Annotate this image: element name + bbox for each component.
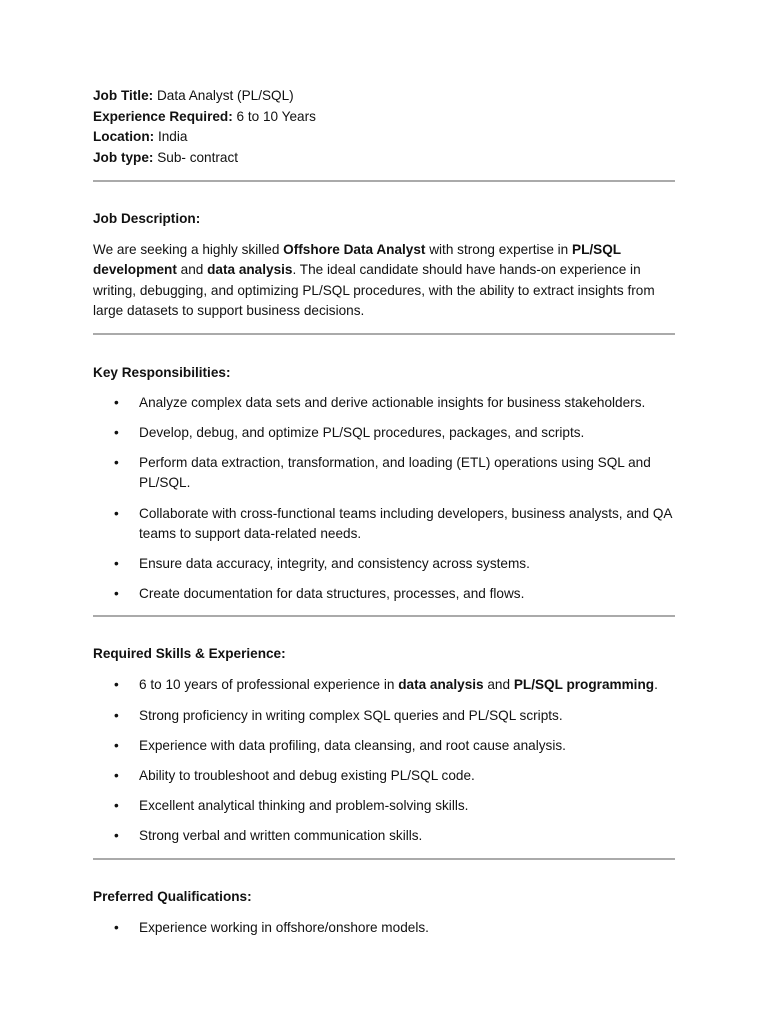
job-meta [93,86,675,169]
divider [93,858,675,860]
responsibilities-heading: Key Responsibilities: [93,364,231,380]
divider [93,615,675,617]
bullet-icon: • [114,828,119,844]
job-title-value: Data Analyst (PL/SQL) [156,88,294,103]
preferred-heading: Preferred Qualifications: [93,888,252,904]
list-item-text: Strong verbal and written communication skills. [139,828,423,844]
bullet-icon: • [114,737,119,753]
description-bold-3: data analysis [207,262,293,278]
skills-first-bold-2: PL/SQL programming [513,677,655,693]
list-item [93,423,675,443]
divider [93,333,675,335]
location-value: India [157,129,188,145]
responsibilities-list [93,393,675,605]
skills-first-bold-1: data analysis [398,677,484,693]
job-title-label: Job Title: [93,88,154,103]
experience-value: 6 to 10 Years [236,108,316,124]
experience-label: Experience Required: [93,108,233,124]
list-item-text: Ensure data accuracy, integrity, and consistency across systems. [139,556,530,572]
bullet-icon: • [114,919,119,935]
bullet-icon: • [114,586,119,602]
description-text-2: with strong expertise in [425,241,573,257]
list-item-text: Experience working in offshore/onshore models. [139,919,429,935]
bullet-icon: • [114,425,119,441]
description-bold-2: PL/SQL development [93,241,621,278]
bullet-icon: • [114,455,119,471]
list-item-text: Analyze complex data sets and derive actionable insights for business stakeholders. [139,394,646,410]
list-item-text: Collaborate with cross-functional teams including developers, business analysts, and QA teams to support data-related needs. [139,505,672,541]
list-item-text: Perform data extraction, transformation, and loading (ETL) operations using SQL and PL/SQL. [139,455,651,491]
list-item [93,736,675,756]
job-description-heading: Job Description: [93,210,201,226]
divider [93,180,675,182]
list-item [93,766,675,786]
bullet-icon: • [114,707,119,723]
description-bold-1: Offshore Data Analyst [283,241,426,257]
list-item-text: Excellent analytical thinking and problem-solving skills. [139,798,469,814]
description-text-3: and [176,262,208,278]
bullet-icon: • [114,677,119,693]
description-text-4: . The ideal candidate should have hands-on experience in writing, debugging, and optimizing PL/SQL procedures, with the ability to extract insights from large datasets to support business decisions. [93,262,655,319]
list-item [93,584,675,604]
experience-line [93,107,675,128]
job-type-label: Job type: [93,150,154,166]
list-item-text: Strong proficiency in writing complex SQL queries and PL/SQL scripts. [139,707,563,723]
list-item [93,504,675,544]
list-item [93,393,675,413]
job-description-text [93,240,675,322]
description-text-1: We are seeking a highly skilled [93,241,284,257]
list-item-text: Experience with data profiling, data cleansing, and root cause analysis. [139,737,566,753]
skills-heading: Required Skills & Experience: [93,646,286,662]
list-item [93,796,675,816]
list-item [93,826,675,846]
list-item [93,453,675,493]
list-item-text: Develop, debug, and optimize PL/SQL procedures, packages, and scripts. [139,425,585,441]
location-line [93,127,675,148]
list-item-text: Create documentation for data structures, processes, and flows. [139,586,525,602]
job-type-line [93,148,675,169]
location-label: Location: [93,129,155,145]
job-type-value: Sub- contract [157,150,239,166]
list-item [93,918,675,938]
bullet-icon: • [114,798,119,814]
skills-first-text-1: 6 to 10 years of professional experience in [139,677,399,693]
skills-first-text-3: . [654,677,658,693]
bullet-icon: • [114,394,119,410]
bullet-icon: • [114,768,119,784]
bullet-icon: • [114,505,119,521]
preferred-list [93,918,675,938]
bullet-icon: • [114,556,119,572]
list-item-text: Ability to troubleshoot and debug existing PL/SQL code. [139,768,475,784]
list-item [93,554,675,574]
list-item [93,675,675,695]
job-title-line [93,86,675,107]
document-content [93,86,675,938]
list-item [93,706,675,726]
skills-first-text-2: and [483,677,514,693]
skills-list [93,675,675,846]
